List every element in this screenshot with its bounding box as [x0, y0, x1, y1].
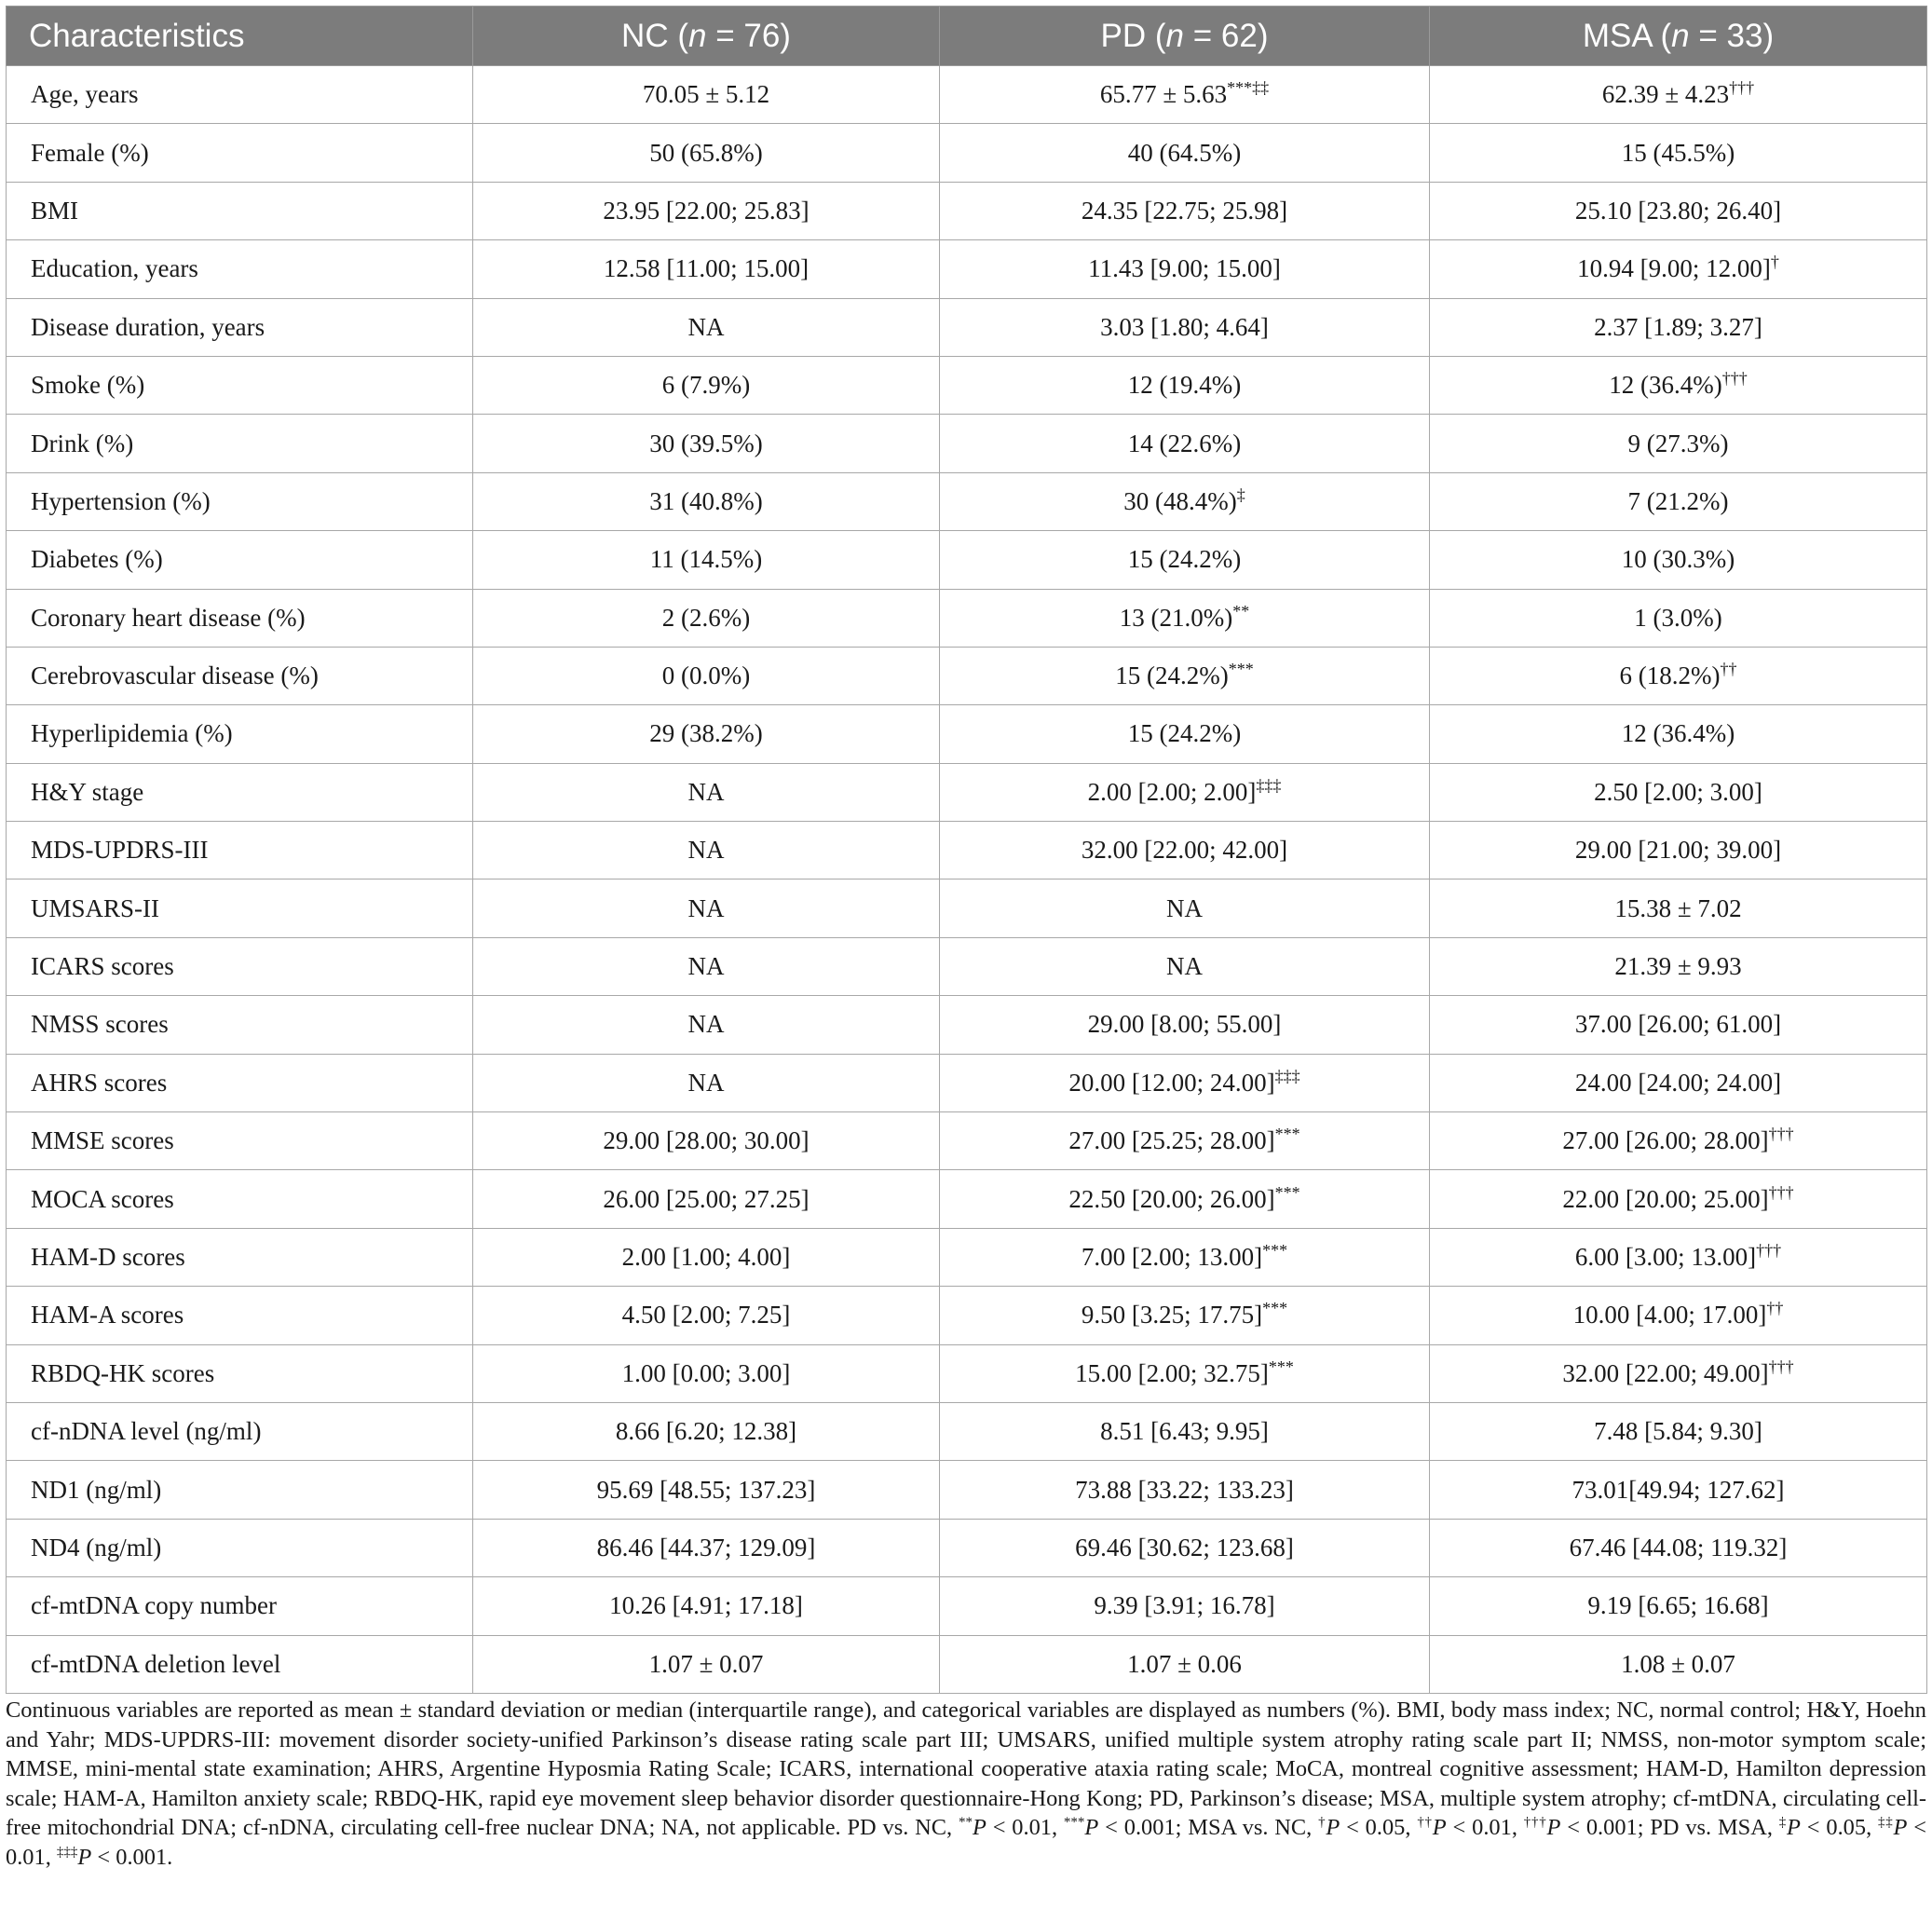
- cell-value: 8.66 [6.20; 12.38]: [615, 1417, 797, 1446]
- row-label: Education, years: [7, 240, 473, 298]
- cell-nc: [473, 647, 940, 704]
- significance-marker: ***: [1274, 1182, 1300, 1202]
- header-label: PD: [1100, 17, 1147, 54]
- cell-value: 9.19 [6.65; 16.68]: [1587, 1591, 1769, 1620]
- cell-nc: [473, 472, 940, 530]
- cell-nc: [473, 996, 940, 1054]
- cell-msa: [1430, 356, 1927, 414]
- cell-msa: [1430, 1577, 1927, 1635]
- cell-value: 23.95 [22.00; 25.83]: [603, 196, 810, 225]
- table-row: [7, 1054, 1927, 1111]
- cell-value: 62.39 ± 4.23: [1601, 80, 1730, 109]
- cell-value: NA: [1166, 952, 1203, 981]
- cell-value: 11.43 [9.00; 15.00]: [1088, 254, 1281, 283]
- cell-nc: [473, 1344, 940, 1402]
- cell-value: 32.00 [22.00; 42.00]: [1081, 836, 1288, 865]
- cell-pd: [940, 1635, 1430, 1693]
- cell-msa: [1430, 182, 1927, 239]
- row-label: MDS-UPDRS-III: [7, 822, 473, 880]
- table-row: [7, 822, 1927, 880]
- significance-marker: ‡‡‡: [1256, 775, 1282, 795]
- significance-marker: ***: [1274, 1125, 1300, 1144]
- significance-marker: †††: [1768, 1125, 1794, 1144]
- table-row: [7, 1402, 1927, 1460]
- cell-msa: [1430, 1461, 1927, 1519]
- cell-value: 24.35 [22.75; 25.98]: [1081, 196, 1288, 225]
- cell-value: 2 (2.6%): [661, 603, 751, 632]
- cell-value: 1.08 ± 0.07: [1621, 1649, 1735, 1678]
- cell-value: 73.88 [33.22; 133.23]: [1075, 1475, 1294, 1504]
- cell-value: 2.37 [1.89; 3.27]: [1594, 312, 1762, 341]
- significance-marker: †††: [1768, 1182, 1794, 1202]
- row-label: UMSARS-II: [7, 880, 473, 937]
- table-row: [7, 763, 1927, 821]
- table-row: [7, 240, 1927, 298]
- footnote-sup: †††: [1523, 1815, 1547, 1831]
- cell-nc: [473, 240, 940, 298]
- cell-value: 1.00 [0.00; 3.00]: [621, 1358, 791, 1387]
- footnote-p: P: [1787, 1815, 1801, 1841]
- cell-nc: [473, 1402, 940, 1460]
- table-row: [7, 1344, 1927, 1402]
- significance-marker: ††: [1720, 660, 1737, 679]
- cell-value: 20.00 [12.00; 24.00]: [1068, 1068, 1275, 1097]
- header-pd: PD (n = 62): [940, 7, 1430, 66]
- cell-msa: [1430, 1402, 1927, 1460]
- cell-msa: [1430, 705, 1927, 763]
- header-n: 76: [743, 17, 781, 54]
- cell-value: 12 (19.4%): [1127, 371, 1242, 400]
- cell-value: NA: [687, 1010, 725, 1039]
- row-label: NMSS scores: [7, 996, 473, 1054]
- cell-value: NA: [687, 836, 725, 865]
- significance-marker: ***‡‡: [1227, 78, 1270, 98]
- cell-value: 29.00 [21.00; 39.00]: [1574, 836, 1782, 865]
- row-label: H&Y stage: [7, 763, 473, 821]
- cell-pd: [940, 822, 1430, 880]
- cell-nc: [473, 1461, 940, 1519]
- cell-msa: [1430, 1228, 1927, 1286]
- cell-pd: [940, 531, 1430, 589]
- table-row: [7, 1635, 1927, 1693]
- cell-pd: [940, 1228, 1430, 1286]
- cell-nc: [473, 1519, 940, 1576]
- cell-msa: [1430, 472, 1927, 530]
- cell-pd: [940, 1402, 1430, 1460]
- cell-value: 15.38 ± 7.02: [1614, 893, 1742, 922]
- cell-value: 7.00 [2.00; 13.00]: [1081, 1243, 1263, 1271]
- row-label: cf-nDNA level (ng/ml): [7, 1402, 473, 1460]
- header-label: MSA: [1582, 17, 1652, 54]
- row-label: Age, years: [7, 66, 473, 124]
- significance-marker: ***: [1268, 1357, 1294, 1376]
- footnote-sup: ‡‡‡: [56, 1844, 78, 1860]
- cell-nc: [473, 1577, 940, 1635]
- table-row: [7, 472, 1927, 530]
- footnote-p: P: [77, 1844, 92, 1870]
- cell-pd: [940, 589, 1430, 647]
- significance-marker: †††: [1756, 1241, 1782, 1260]
- cell-msa: [1430, 1287, 1927, 1344]
- row-label: Female (%): [7, 124, 473, 182]
- cell-msa: [1430, 240, 1927, 298]
- cell-value: 3.03 [1.80; 4.64]: [1100, 312, 1269, 341]
- cell-nc: [473, 1287, 940, 1344]
- cell-msa: [1430, 1054, 1927, 1111]
- cell-nc: [473, 298, 940, 356]
- cell-msa: [1430, 822, 1927, 880]
- row-label: Disease duration, years: [7, 298, 473, 356]
- row-label: Coronary heart disease (%): [7, 589, 473, 647]
- cell-pd: [940, 880, 1430, 937]
- footnote-pd-msa-label: PD vs. MSA,: [1650, 1815, 1773, 1841]
- footnote-p: P: [972, 1815, 986, 1841]
- cell-pd: [940, 240, 1430, 298]
- cell-value: 67.46 [44.08; 119.32]: [1569, 1533, 1788, 1561]
- table-row: [7, 66, 1927, 124]
- table-row: [7, 647, 1927, 704]
- cell-value: 40 (64.5%): [1127, 138, 1242, 167]
- cell-nc: [473, 822, 940, 880]
- cell-value: 11 (14.5%): [649, 545, 763, 574]
- cell-msa: [1430, 647, 1927, 704]
- cell-value: 9.39 [3.91; 16.78]: [1094, 1591, 1275, 1620]
- row-label: MMSE scores: [7, 1112, 473, 1170]
- footnote-pd-nc-label: PD vs. NC,: [847, 1815, 953, 1841]
- cell-msa: [1430, 531, 1927, 589]
- header-characteristics: [7, 7, 473, 66]
- footnote-p: P: [1432, 1815, 1447, 1841]
- row-label: Cerebrovascular disease (%): [7, 647, 473, 704]
- cell-value: 26.00 [25.00; 27.25]: [603, 1184, 810, 1213]
- footnote-threshold: < 0.001: [1567, 1815, 1638, 1841]
- cell-value: 30 (48.4%): [1123, 486, 1237, 515]
- cell-nc: [473, 1112, 940, 1170]
- header-label: Characteristics: [29, 17, 245, 54]
- cell-value: 7.48 [5.84; 9.30]: [1594, 1417, 1762, 1446]
- footnote-threshold: < 0.001: [97, 1844, 168, 1870]
- cell-value: 15 (45.5%): [1621, 138, 1735, 167]
- significance-marker: ††: [1766, 1299, 1784, 1318]
- cell-msa: [1430, 880, 1927, 937]
- cell-msa: [1430, 415, 1927, 472]
- cell-pd: [940, 1112, 1430, 1170]
- cell-pd: [940, 1054, 1430, 1111]
- cell-value: 37.00 [26.00; 61.00]: [1574, 1010, 1782, 1039]
- row-label: Smoke (%): [7, 356, 473, 414]
- cell-pd: [940, 415, 1430, 472]
- cell-value: 12 (36.4%): [1621, 719, 1735, 748]
- cell-value: 29 (38.2%): [649, 719, 763, 748]
- cell-value: 86.46 [44.37; 129.09]: [596, 1533, 816, 1561]
- characteristics-table-container: [6, 6, 1926, 1694]
- cell-pd: [940, 1287, 1430, 1344]
- cell-msa: [1430, 1519, 1927, 1576]
- cell-pd: [940, 1170, 1430, 1228]
- row-label: Diabetes (%): [7, 531, 473, 589]
- row-label: BMI: [7, 182, 473, 239]
- cell-nc: [473, 531, 940, 589]
- cell-nc: [473, 356, 940, 414]
- cell-nc: [473, 1170, 940, 1228]
- cell-pd: [940, 124, 1430, 182]
- cell-value: 15 (24.2%): [1127, 545, 1242, 574]
- cell-value: 1.07 ± 0.06: [1127, 1649, 1242, 1678]
- footnote-threshold: < 0.05: [1346, 1815, 1406, 1841]
- row-label: Hyperlipidemia (%): [7, 705, 473, 763]
- significance-marker: ***: [1228, 660, 1254, 679]
- table-row: [7, 705, 1927, 763]
- cell-value: 14 (22.6%): [1127, 429, 1242, 457]
- row-label: ND4 (ng/ml): [7, 1519, 473, 1576]
- cell-pd: [940, 356, 1430, 414]
- cell-value: 31 (40.8%): [649, 486, 763, 515]
- footnote-text: Continuous variables are reported as mean ± standard deviation or median (interquartile range), and categorical variables are displayed as numbers (%). BMI, body mass index; NC, normal control; H&Y, Hoehn and Yahr; MDS-UPDRS-III: movement disorder society-unified Parkinson’s disease rating scale part III; UMSARS, unified multiple system atrophy rating scale part II; NMSS, non-motor symptom scale; MMSE, mini-mental state examination; AHRS, Argentine Hyposmia Rating Scale; ICARS, international cooperative ataxia rating scale; MoCA, montreal cognitive assessment; HAM-D, Hamilton depression scale; HAM-A, Hamilton anxiety scale; RBDQ-HK, rapid eye movement sleep behavior disorder questionnaire-Hong Kong; PD, Parkinson’s disease; MSA, multiple system atrophy; cf-mtDNA, circulating cell-free mitochondrial DNA; cf-nDNA, circulating cell-free nuclear DNA; NA, not applicable.: [6, 1698, 1926, 1841]
- significance-marker: ***: [1262, 1241, 1288, 1260]
- row-label: Hypertension (%): [7, 472, 473, 530]
- row-label: ND1 (ng/ml): [7, 1461, 473, 1519]
- cell-value: 4.50 [2.00; 7.25]: [621, 1301, 791, 1329]
- cell-value: 15.00 [2.00; 32.75]: [1075, 1358, 1269, 1387]
- cell-nc: [473, 1635, 940, 1693]
- cell-value: 10.00 [4.00; 17.00]: [1572, 1301, 1767, 1329]
- cell-value: 24.00 [24.00; 24.00]: [1574, 1068, 1782, 1097]
- table-row: [7, 1112, 1927, 1170]
- footnote-sup: †: [1318, 1815, 1327, 1831]
- table-row: [7, 1519, 1927, 1576]
- cell-value: 8.51 [6.43; 9.95]: [1100, 1417, 1269, 1446]
- table-row: [7, 1461, 1927, 1519]
- cell-nc: [473, 1054, 940, 1111]
- row-label: HAM-D scores: [7, 1228, 473, 1286]
- significance-marker: †††: [1729, 78, 1755, 98]
- cell-msa: [1430, 1344, 1927, 1402]
- characteristics-table: [6, 6, 1927, 1694]
- cell-value: NA: [687, 312, 725, 341]
- cell-value: 1.07 ± 0.07: [648, 1649, 764, 1678]
- table-row: [7, 996, 1927, 1054]
- table-row: [7, 1287, 1927, 1344]
- cell-value: NA: [1166, 893, 1203, 922]
- cell-value: 22.00 [20.00; 25.00]: [1562, 1184, 1769, 1213]
- cell-value: 30 (39.5%): [649, 429, 763, 457]
- cell-pd: [940, 472, 1430, 530]
- cell-pd: [940, 66, 1430, 124]
- cell-pd: [940, 937, 1430, 995]
- table-row: [7, 356, 1927, 414]
- footnote-sup: ††: [1417, 1815, 1433, 1831]
- footnote-threshold: < 0.001: [1105, 1815, 1176, 1841]
- cell-msa: [1430, 298, 1927, 356]
- row-label: HAM-A scores: [7, 1287, 473, 1344]
- cell-value: 2.00 [1.00; 4.00]: [621, 1243, 791, 1271]
- footnote-p: P: [1084, 1815, 1099, 1841]
- table-row: [7, 589, 1927, 647]
- cell-nc: [473, 182, 940, 239]
- significance-marker: ***: [1262, 1299, 1288, 1318]
- header-msa: MSA (n = 33): [1430, 7, 1927, 66]
- row-label: AHRS scores: [7, 1054, 473, 1111]
- cell-value: 0 (0.0%): [661, 661, 751, 690]
- significance-marker: †††: [1768, 1357, 1794, 1376]
- footnote-threshold: < 0.05: [1806, 1815, 1867, 1841]
- cell-pd: [940, 298, 1430, 356]
- cell-value: 70.05 ± 5.12: [642, 80, 770, 109]
- footnote-threshold: < 0.01: [6, 1815, 1927, 1870]
- cell-value: 29.00 [28.00; 30.00]: [603, 1126, 810, 1155]
- cell-value: 7 (21.2%): [1627, 486, 1729, 515]
- cell-value: 27.00 [25.25; 28.00]: [1068, 1126, 1275, 1155]
- cell-value: 10.94 [9.00; 12.00]: [1577, 254, 1771, 283]
- footnote-sup: ‡: [1778, 1815, 1788, 1831]
- footnote-sup: **: [958, 1815, 973, 1831]
- cell-nc: [473, 705, 940, 763]
- footnote-p: P: [1546, 1815, 1561, 1841]
- table-body: [7, 66, 1927, 1694]
- cell-value: 22.50 [20.00; 26.00]: [1068, 1184, 1275, 1213]
- cell-value: 15 (24.2%): [1127, 719, 1242, 748]
- cell-value: NA: [687, 1068, 725, 1097]
- cell-value: 6 (7.9%): [661, 371, 751, 400]
- footnote-p: P: [1326, 1815, 1340, 1841]
- row-label: Drink (%): [7, 415, 473, 472]
- cell-value: 12 (36.4%): [1609, 371, 1722, 400]
- cell-value: 95.69 [48.55; 137.23]: [596, 1475, 816, 1504]
- cell-nc: [473, 937, 940, 995]
- cell-value: 1 (3.0%): [1634, 603, 1722, 632]
- table-row: [7, 415, 1927, 472]
- cell-value: 73.01[49.94; 127.62]: [1571, 1475, 1785, 1504]
- cell-value: 21.39 ± 9.93: [1614, 952, 1742, 981]
- table-row: [7, 298, 1927, 356]
- cell-msa: [1430, 996, 1927, 1054]
- header-n: 33: [1726, 17, 1763, 54]
- cell-value: 25.10 [23.80; 26.40]: [1574, 196, 1782, 225]
- cell-value: 2.00 [2.00; 2.00]: [1087, 777, 1257, 806]
- table-row: [7, 1577, 1927, 1635]
- cell-nc: [473, 124, 940, 182]
- cell-value: NA: [687, 777, 725, 806]
- cell-nc: [473, 1228, 940, 1286]
- header-label: NC: [621, 17, 669, 54]
- cell-pd: [940, 1344, 1430, 1402]
- significance-marker: †††: [1721, 369, 1748, 389]
- row-label: ICARS scores: [7, 937, 473, 995]
- footnote-threshold: < 0.01: [1452, 1815, 1512, 1841]
- cell-value: 12.58 [11.00; 15.00]: [603, 254, 810, 283]
- cell-msa: [1430, 66, 1927, 124]
- significance-marker: †: [1770, 252, 1779, 272]
- cell-pd: [940, 182, 1430, 239]
- cell-pd: [940, 763, 1430, 821]
- cell-pd: [940, 705, 1430, 763]
- cell-pd: [940, 1519, 1430, 1576]
- cell-nc: [473, 589, 940, 647]
- cell-msa: [1430, 124, 1927, 182]
- cell-value: 9 (27.3%): [1627, 429, 1729, 457]
- cell-msa: [1430, 937, 1927, 995]
- footnote-threshold: < 0.01: [992, 1815, 1052, 1841]
- table-footnote: Continuous variables are reported as mean ± standard deviation or median (interquartile range), and categorical variables are displayed as numbers (%). BMI, body mass index; NC, normal control; H&Y, Hoehn and Yahr; MDS-UPDRS-III: movement disorder society-unified Parkinson’s disease rating scale part III; UMSARS, unified multiple system atrophy rating scale part II; NMSS, non-motor symptom scale; MMSE, mini-mental state examination; AHRS, Argentine Hyposmia Rating Scale; ICARS, international cooperative ataxia rating scale; MoCA, montreal cognitive assessment; HAM-D, Hamilton depression scale; HAM-A, Hamilton anxiety scale; RBDQ-HK, rapid eye movement sleep behavior disorder questionnaire-Hong Kong; PD, Parkinson’s disease; MSA, multiple system atrophy; cf-mtDNA, circulating cell-free mitochondrial DNA; cf-nDNA, circulating cell-free nuclear DNA; NA, not applicable. PD vs. NC, **P < 0.01, ***P < 0.001; MSA vs. NC, †P < 0.05, ††P < 0.01, †††P < 0.001; PD vs. MSA, ‡P < 0.05, ‡‡P < 0.01, ‡‡‡P < 0.001.: [6, 1698, 1927, 1870]
- table-row: [7, 531, 1927, 589]
- cell-value: 9.50 [3.25; 17.75]: [1081, 1301, 1263, 1329]
- cell-nc: [473, 763, 940, 821]
- cell-nc: [473, 66, 940, 124]
- significance-marker: ‡: [1236, 484, 1245, 504]
- row-label: cf-mtDNA deletion level: [7, 1635, 473, 1693]
- cell-value: 13 (21.0%): [1119, 603, 1233, 632]
- cell-pd: [940, 647, 1430, 704]
- cell-value: 29.00 [8.00; 55.00]: [1087, 1010, 1282, 1039]
- cell-value: 65.77 ± 5.63: [1099, 80, 1228, 109]
- footnote-sup: ***: [1063, 1815, 1085, 1831]
- significance-marker: ‡‡‡: [1274, 1066, 1300, 1085]
- cell-pd: [940, 1461, 1430, 1519]
- cell-value: NA: [687, 893, 725, 922]
- cell-pd: [940, 1577, 1430, 1635]
- cell-value: 6.00 [3.00; 13.00]: [1574, 1243, 1757, 1271]
- cell-value: 2.50 [2.00; 3.00]: [1594, 777, 1762, 806]
- header-nc: NC (n = 76): [473, 7, 940, 66]
- cell-value: 32.00 [22.00; 49.00]: [1562, 1358, 1769, 1387]
- cell-value: NA: [687, 952, 725, 981]
- footnote-p: P: [1893, 1815, 1908, 1841]
- cell-nc: [473, 880, 940, 937]
- table-row: [7, 937, 1927, 995]
- cell-msa: [1430, 763, 1927, 821]
- cell-msa: [1430, 589, 1927, 647]
- cell-msa: [1430, 1170, 1927, 1228]
- table-row: [7, 1228, 1927, 1286]
- cell-msa: [1430, 1635, 1927, 1693]
- cell-value: 15 (24.2%): [1115, 661, 1229, 690]
- row-label: MOCA scores: [7, 1170, 473, 1228]
- cell-value: 10.26 [4.91; 17.18]: [609, 1591, 803, 1620]
- table-row: [7, 182, 1927, 239]
- cell-msa: [1430, 1112, 1927, 1170]
- row-label: cf-mtDNA copy number: [7, 1577, 473, 1635]
- cell-value: 69.46 [30.62; 123.68]: [1075, 1533, 1294, 1561]
- table-header-row: [7, 7, 1927, 66]
- table-row: [7, 880, 1927, 937]
- significance-marker: **: [1232, 601, 1250, 620]
- footnote-msa-nc-label: MSA vs. NC,: [1188, 1815, 1313, 1841]
- table-row: [7, 124, 1927, 182]
- cell-value: 6 (18.2%): [1619, 661, 1721, 690]
- cell-value: 10 (30.3%): [1621, 545, 1735, 574]
- cell-nc: [473, 415, 940, 472]
- row-label: RBDQ-HK scores: [7, 1344, 473, 1402]
- cell-value: 50 (65.8%): [649, 138, 763, 167]
- footnote-sup: ‡‡: [1878, 1815, 1894, 1831]
- cell-value: 27.00 [26.00; 28.00]: [1562, 1126, 1769, 1155]
- header-n: 62: [1220, 17, 1258, 54]
- table-row: [7, 1170, 1927, 1228]
- cell-pd: [940, 996, 1430, 1054]
